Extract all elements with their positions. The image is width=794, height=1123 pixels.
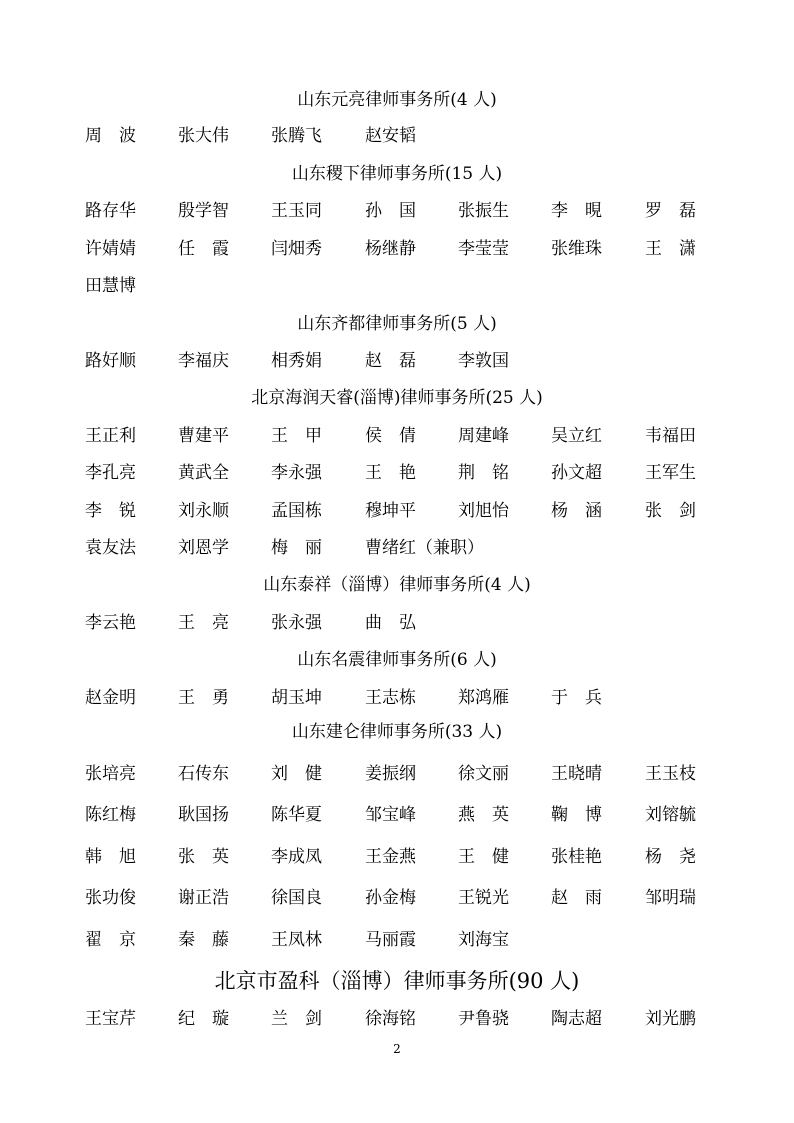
lawyer-name: 荆 铭 xyxy=(458,463,509,483)
lawyer-name: 张振生 xyxy=(458,201,509,221)
lawyer-name: 李永强 xyxy=(271,463,322,483)
name-row xyxy=(85,349,725,373)
lawyer-name: 陈红梅 xyxy=(85,805,136,825)
lawyer-name: 李孔亮 xyxy=(85,463,136,483)
name-row xyxy=(85,1007,725,1031)
lawyer-name: 邹宝峰 xyxy=(365,805,416,825)
lawyer-name: 罗 磊 xyxy=(645,201,696,221)
lawyer-name: 刘旭怡 xyxy=(458,501,509,521)
lawyer-name: 郑鸿雁 xyxy=(458,688,509,708)
lawyer-name: 王锐光 xyxy=(458,888,509,908)
name-row xyxy=(85,928,725,952)
lawyer-name: 刘永顺 xyxy=(178,501,229,521)
lawyer-name: 于 兵 xyxy=(551,688,602,708)
lawyer-name: 刘 健 xyxy=(271,764,322,784)
lawyer-name: 闫畑秀 xyxy=(271,239,322,259)
lawyer-name: 刘光鹏 xyxy=(645,1009,696,1029)
lawyer-name: 张培亮 xyxy=(85,764,136,784)
name-row xyxy=(85,274,725,298)
name-row xyxy=(85,686,725,710)
name-row xyxy=(85,611,725,635)
lawyer-name: 邹明瑞 xyxy=(645,888,696,908)
lawyer-name: 张永强 xyxy=(271,613,322,633)
lawyer-name: 徐文丽 xyxy=(458,764,509,784)
lawyer-name: 穆坤平 xyxy=(365,501,416,521)
lawyer-name: 李成凤 xyxy=(271,847,322,867)
lawyer-name: 刘海宝 xyxy=(458,930,509,950)
firm-title: 山东元亮律师事务所(4 人) xyxy=(297,90,497,110)
lawyer-name: 王 艳 xyxy=(365,463,416,483)
lawyer-name: 石传东 xyxy=(178,764,229,784)
firm-title-large: 北京市盈科（淄博）律师事务所(90 人) xyxy=(214,969,580,993)
lawyer-name: 尹鲁骁 xyxy=(458,1009,509,1029)
lawyer-name: 张维珠 xyxy=(551,239,602,259)
lawyer-name: 王 亮 xyxy=(178,613,229,633)
lawyer-name: 王 潇 xyxy=(645,239,696,259)
firm-title: 山东泰祥（淄博）律师事务所(4 人) xyxy=(263,575,531,595)
lawyer-name: 王志栋 xyxy=(365,688,416,708)
lawyer-name: 王凤林 xyxy=(271,930,322,950)
lawyer-name: 马丽霞 xyxy=(365,930,416,950)
lawyer-name: 孟国栋 xyxy=(271,501,322,521)
name-row xyxy=(85,845,725,869)
lawyer-name: 张腾飞 xyxy=(271,126,322,146)
lawyer-name: 李莹莹 xyxy=(458,239,509,259)
lawyer-name: 赵金明 xyxy=(85,688,136,708)
lawyer-name: 王军生 xyxy=(645,463,696,483)
lawyer-name: 赵 雨 xyxy=(551,888,602,908)
lawyer-name: 韩 旭 xyxy=(85,847,136,867)
lawyer-name: 任 霞 xyxy=(178,239,229,259)
lawyer-name: 燕 英 xyxy=(458,805,509,825)
lawyer-name: 胡玉坤 xyxy=(271,688,322,708)
lawyer-name: 田慧博 xyxy=(85,276,136,296)
lawyer-name: 杨继静 xyxy=(365,239,416,259)
lawyer-name: 周 波 xyxy=(85,126,136,146)
lawyer-name: 秦 藤 xyxy=(178,930,229,950)
lawyer-name: 赵安韬 xyxy=(365,126,416,146)
lawyer-name: 刘恩学 xyxy=(178,538,229,558)
lawyer-name: 张 剑 xyxy=(645,501,696,521)
lawyer-name: 陈华夏 xyxy=(271,805,322,825)
lawyer-name: 韦福田 xyxy=(645,426,696,446)
lawyer-name: 李敦国 xyxy=(458,351,509,371)
lawyer-name: 王玉枝 xyxy=(645,764,696,784)
firm-title: 山东齐都律师事务所(5 人) xyxy=(297,314,497,334)
lawyer-name: 王宝芹 xyxy=(85,1009,136,1029)
lawyer-name: 黄武全 xyxy=(178,463,229,483)
lawyer-name: 李云艳 xyxy=(85,613,136,633)
lawyer-name: 孙金梅 xyxy=(365,888,416,908)
lawyer-name: 李 晛 xyxy=(551,201,602,221)
lawyer-name: 鞠 博 xyxy=(551,805,602,825)
lawyer-name: 王晓晴 xyxy=(551,764,602,784)
lawyer-name: 姜振纲 xyxy=(365,764,416,784)
lawyer-name: 杨 尧 xyxy=(645,847,696,867)
lawyer-name: 侯 倩 xyxy=(365,426,416,446)
name-row xyxy=(85,803,725,827)
lawyer-name: 李 锐 xyxy=(85,501,136,521)
lawyer-name: 张功俊 xyxy=(85,888,136,908)
name-row xyxy=(85,536,725,560)
lawyer-name: 赵 磊 xyxy=(365,351,416,371)
lawyer-name: 曹绪红（兼职） xyxy=(365,538,484,558)
name-row xyxy=(85,237,725,261)
name-row xyxy=(85,424,725,448)
lawyer-name: 徐海铭 xyxy=(365,1009,416,1029)
lawyer-name: 周建峰 xyxy=(458,426,509,446)
firm-title: 山东稷下律师事务所(15 人) xyxy=(291,164,503,184)
lawyer-name: 张桂艳 xyxy=(551,847,602,867)
lawyer-name: 张大伟 xyxy=(178,126,229,146)
name-row xyxy=(85,886,725,910)
lawyer-name: 路存华 xyxy=(85,201,136,221)
lawyer-name: 许婧婧 xyxy=(85,239,136,259)
lawyer-name: 王 健 xyxy=(458,847,509,867)
lawyer-name: 翟 京 xyxy=(85,930,136,950)
lawyer-name: 纪 璇 xyxy=(178,1009,229,1029)
lawyer-name: 陶志超 xyxy=(551,1009,602,1029)
lawyer-name: 王玉同 xyxy=(271,201,322,221)
lawyer-name: 袁友法 xyxy=(85,538,136,558)
lawyer-name: 王 甲 xyxy=(271,426,322,446)
lawyer-name: 李福庆 xyxy=(178,351,229,371)
name-row xyxy=(85,124,725,148)
lawyer-name: 殷学智 xyxy=(178,201,229,221)
page-number: 2 xyxy=(393,1042,401,1056)
lawyer-name: 刘镕毓 xyxy=(645,805,696,825)
lawyer-name: 王 勇 xyxy=(178,688,229,708)
lawyer-name: 杨 涵 xyxy=(551,501,602,521)
lawyer-name: 曲 弘 xyxy=(365,613,416,633)
lawyer-name: 吴立红 xyxy=(551,426,602,446)
name-row xyxy=(85,461,725,485)
lawyer-name: 路好顺 xyxy=(85,351,136,371)
name-row xyxy=(85,762,725,786)
lawyer-name: 徐国良 xyxy=(271,888,322,908)
name-row xyxy=(85,199,725,223)
firm-title: 山东名震律师事务所(6 人) xyxy=(297,650,497,670)
lawyer-name: 孙 国 xyxy=(365,201,416,221)
lawyer-name: 曹建平 xyxy=(178,426,229,446)
lawyer-name: 王金燕 xyxy=(365,847,416,867)
lawyer-name: 兰 剑 xyxy=(271,1009,322,1029)
lawyer-name: 耿国扬 xyxy=(178,805,229,825)
lawyer-name: 梅 丽 xyxy=(271,538,322,558)
lawyer-name: 谢正浩 xyxy=(178,888,229,908)
lawyer-name: 张 英 xyxy=(178,847,229,867)
lawyer-name: 王正利 xyxy=(85,426,136,446)
firm-title: 山东建仑律师事务所(33 人) xyxy=(291,722,503,742)
lawyer-name: 孙文超 xyxy=(551,463,602,483)
name-row xyxy=(85,499,725,523)
firm-title: 北京海润天睿(淄博)律师事务所(25 人) xyxy=(251,388,543,408)
lawyer-name: 相秀娟 xyxy=(271,351,322,371)
